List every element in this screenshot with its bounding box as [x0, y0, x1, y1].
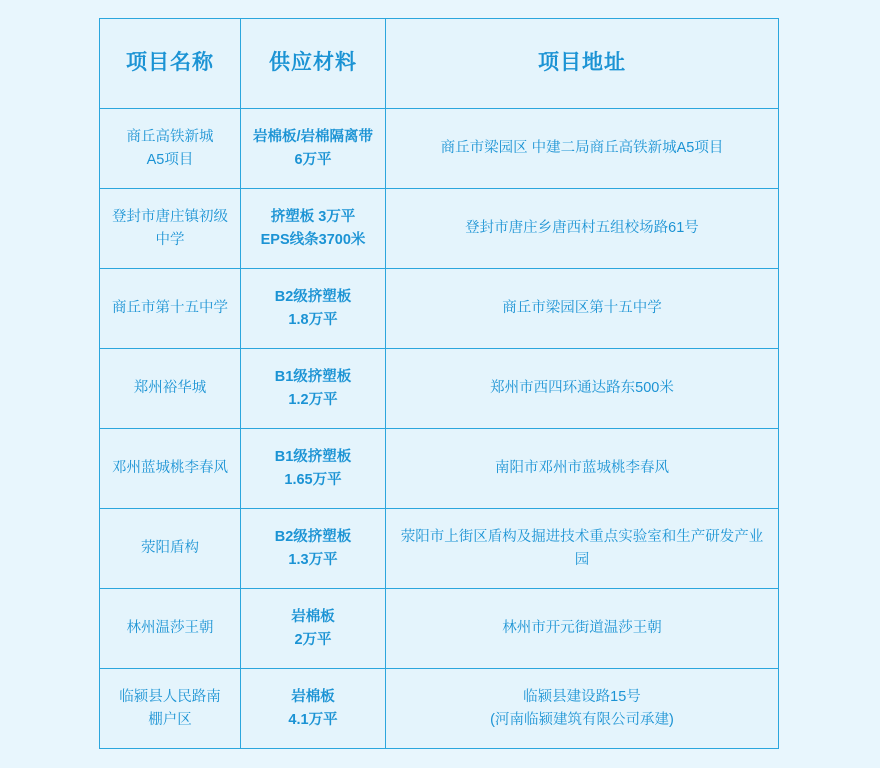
cell-material-line: B2级挤塑板	[274, 289, 352, 306]
cell-address	[386, 109, 779, 189]
cell-project-name	[100, 269, 241, 349]
cell-material-line: 岩棉板	[291, 609, 335, 626]
table-row	[100, 269, 779, 349]
cell-address-line: 林州市开元街道温莎王朝	[502, 620, 662, 637]
cell-project-name-line: 棚户区	[148, 711, 192, 728]
cell-project-name-line: 荥阳盾构	[141, 540, 199, 557]
cell-project-name	[100, 349, 241, 429]
cell-material-line: 2万平	[294, 631, 332, 648]
cell-address	[386, 509, 779, 589]
cell-material-line: B1级挤塑板	[274, 449, 352, 466]
cell-address-line: 商丘市梁园区 中建二局商丘高铁新城A5项目	[440, 140, 724, 157]
cell-material-line: B1级挤塑板	[274, 369, 352, 386]
cell-address-line: 郑州市西四环通达路东500米	[490, 380, 674, 397]
table-header-row	[100, 19, 779, 109]
cell-project-name	[100, 109, 241, 189]
cell-project-name	[100, 189, 241, 269]
cell-material-line: 6万平	[294, 151, 332, 168]
cell-project-name	[100, 509, 241, 589]
cell-material	[241, 589, 386, 669]
cell-project-name	[100, 429, 241, 509]
cell-project-name	[100, 589, 241, 669]
cell-material-line: 岩棉板/岩棉隔离带	[252, 129, 374, 146]
cell-project-name-line: 邓州蓝城桃李春风	[112, 460, 228, 477]
cell-material	[241, 189, 386, 269]
table-row	[100, 349, 779, 429]
column-header-project-name: 项目名称	[100, 19, 241, 109]
cell-material-line: B2级挤塑板	[274, 529, 352, 546]
cell-address	[386, 189, 779, 269]
project-table-container	[99, 18, 778, 749]
cell-project-name-line: 商丘高铁新城	[126, 129, 214, 146]
cell-project-name-line: 登封市唐庄镇初级	[112, 209, 228, 226]
table-row	[100, 669, 779, 749]
cell-project-name-line: 商丘市第十五中学	[112, 300, 228, 317]
column-header-material: 供应材料	[241, 19, 386, 109]
cell-material-line: 1.65万平	[284, 471, 342, 488]
cell-material	[241, 349, 386, 429]
cell-project-name-line: 临颍县人民路南	[119, 689, 221, 706]
cell-address-line: (河南临颍建筑有限公司承建)	[490, 711, 674, 728]
cell-address	[386, 589, 779, 669]
cell-project-name-line: 郑州裕华城	[133, 380, 207, 397]
cell-project-name-line: 林州温莎王朝	[126, 620, 214, 637]
table-body	[100, 109, 779, 749]
cell-material	[241, 429, 386, 509]
cell-project-name	[100, 669, 241, 749]
cell-project-name-line: A5项目	[146, 151, 194, 168]
cell-address-line: 南阳市邓州市蓝城桃李春风	[495, 460, 669, 477]
cell-material	[241, 509, 386, 589]
cell-material-line: 岩棉板	[291, 689, 335, 706]
table-row	[100, 589, 779, 669]
project-table	[99, 18, 779, 749]
table-row	[100, 189, 779, 269]
cell-project-name-line: 中学	[155, 231, 185, 248]
table-row	[100, 109, 779, 189]
cell-material-line: 1.2万平	[288, 391, 338, 408]
table-row	[100, 429, 779, 509]
cell-address	[386, 269, 779, 349]
table-header	[100, 19, 779, 109]
cell-address	[386, 429, 779, 509]
cell-material-line: 4.1万平	[288, 711, 338, 728]
cell-material-line: EPS线条3700米	[260, 231, 366, 248]
cell-material	[241, 669, 386, 749]
cell-material	[241, 109, 386, 189]
cell-material-line: 挤塑板 3万平	[270, 209, 356, 226]
cell-address	[386, 349, 779, 429]
column-header-address: 项目地址	[386, 19, 779, 109]
cell-address-line: 商丘市梁园区第十五中学	[502, 300, 662, 317]
table-row	[100, 509, 779, 589]
cell-address-line: 登封市唐庄乡唐西村五组校场路61号	[465, 220, 699, 237]
cell-address	[386, 669, 779, 749]
cell-material-line: 1.3万平	[288, 551, 338, 568]
cell-address-line: 临颍县建设路15号	[523, 689, 641, 706]
cell-address-line: 荥阳市上街区盾构及掘进技术重点实验室和生产研发产业园	[400, 529, 764, 568]
cell-material-line: 1.8万平	[288, 311, 338, 328]
cell-material	[241, 269, 386, 349]
